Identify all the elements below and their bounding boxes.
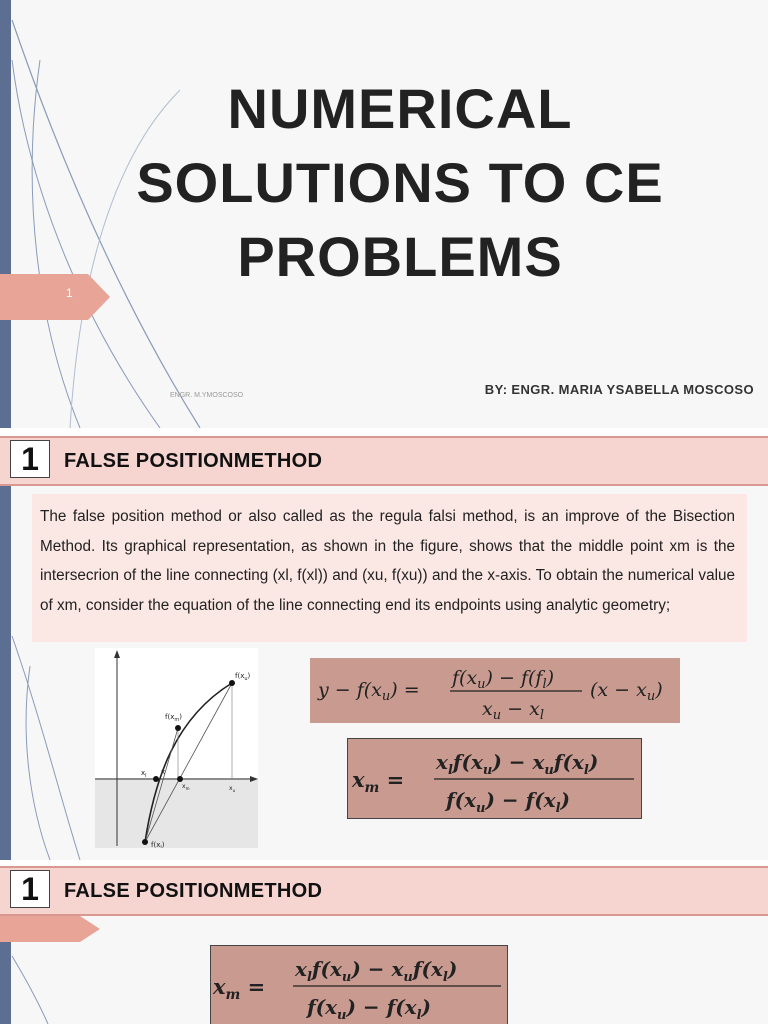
section-heading: FALSE POSITIONMETHOD [64, 880, 323, 902]
footer-text: ENGR. M.YMOSCOSO [170, 392, 244, 399]
description-paragraph: The false position method or also called as the regula falsi method, is an improve of the Bisection Method. Its graphical representation, as shown in the figure, shows that the middle point xm is the intersecrion of the line connecting (xl, f(xl)) and (xu, f(xu)) and the x-axis. To obtain the numerical value of xm, consider the equation of the line connecting end its endpoints using analytic geometry; [32, 494, 747, 642]
content-slide-2 [0, 866, 768, 1024]
false-position-formula [347, 738, 642, 819]
page-number: 1 [66, 286, 73, 300]
title-line-1: NUMERICAL [227, 77, 573, 140]
label-fxu: $f(x_u)$ [235, 672, 251, 682]
content-slide-1 [0, 436, 768, 860]
section-number: 1 [10, 440, 50, 478]
svg-text:(x − xu): $(x - x_u)$ [590, 679, 663, 704]
false-position-formula [210, 945, 508, 1024]
section-number: 1 [10, 870, 50, 908]
svg-text:f(xu) − f(xl): $f(x_u) - f(x_l)$ [446, 788, 571, 816]
label-fxm: $f(x_m)$ [165, 713, 182, 723]
label-xu: $x_u$ [229, 785, 236, 793]
svg-text:y − f(xu) =: $y - f(x_u)$ = [318, 679, 420, 704]
slide-left-bar [0, 0, 11, 428]
title-line-2: SOLUTIONS TO CE [136, 151, 664, 214]
label-xl: $x_l$ [141, 769, 147, 779]
slide-left-bar [0, 436, 11, 860]
page-number-tab [0, 274, 110, 320]
section-header [0, 866, 768, 916]
svg-text:xm =: $x_m$ = [352, 767, 405, 796]
section-heading: FALSE POSITIONMETHOD [64, 450, 323, 472]
svg-text:f(xu) − f(fl): $f(x_u) - f(f_l)$ [452, 667, 555, 692]
title-line-3: PROBLEMS [237, 225, 563, 288]
author-byline: BY: ENGR. MARIA YSABELLA MOSCOSO [484, 382, 754, 397]
svg-text:xlf(xu) − xuf(xl): $x_lf(x_u) - x_uf(x_l)$ [436, 750, 599, 778]
title-slide [0, 0, 768, 428]
false-position-graph [95, 648, 258, 848]
svg-text:xlf(xu) − xuf(xl): $x_lf(x_u) - x_uf(x_l)$ [295, 957, 458, 985]
svg-text:xm =: $x_m$ = [213, 974, 266, 1003]
page-title [100, 72, 700, 294]
svg-text:xu − xl: $x_u - x_l$ [482, 698, 544, 723]
label-x: x [161, 768, 166, 776]
label-fxl: $f(x_l)$ [151, 841, 165, 848]
svg-text:f(xu) − f(xl): $f(x_u) - f(x_l)$ [307, 995, 432, 1023]
section-header [0, 436, 768, 486]
line-equation [310, 658, 680, 723]
label-xm: $x_m$ [182, 783, 190, 791]
